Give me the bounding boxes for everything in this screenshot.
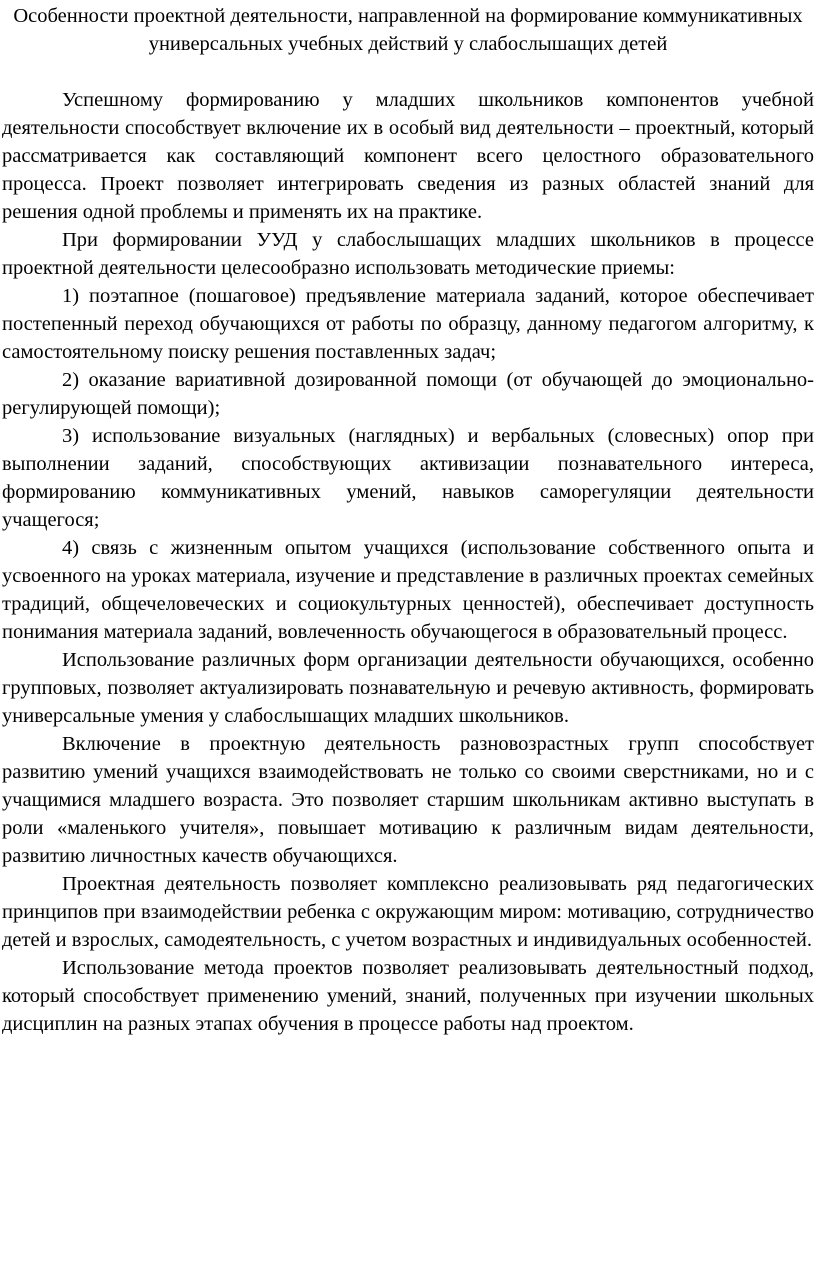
paragraph-methods-intro: При формировании УУД у слабослышащих младших школьников в процессе проектной деятельности целесообразно использовать методические приемы: — [2, 229, 814, 279]
list-item-3: 3) использование визуальных (наглядных) и вербальных (словесных) опор при выполнении заданий, способствующих активизации познавательного интереса, формированию коммуникативных умений, навыков саморегуляции деятельности учащегося; — [2, 425, 814, 531]
list-item-1: 1) поэтапное (пошаговое) предъявление материала заданий, которое обеспечивает постепенный переход обучающихся от работы по образцу, данному педагогом алгоритму, к самостоятельному поиску решения поставленных задач; — [2, 285, 814, 363]
blank-line — [2, 58, 814, 86]
document-title: Особенности проектной деятельности, направленной на формирование коммуникативных универсальных учебных действий у слабослышащих детей — [13, 5, 803, 55]
list-item-2: 2) оказание вариативной дозированной помощи (от обучающей до эмоционально-регулирующей помощи); — [2, 369, 814, 419]
paragraph-intro: Успешному формированию у младших школьников компонентов учебной деятельности способствует включение их в особый вид деятельности – проектный, который рассматривается как составляющий компонент всего целостного образовательного процесса. Проект позволяет интегрировать сведения из разных областей знаний для решения одной проблемы и применять их на практике. — [2, 89, 814, 223]
paragraph-mixed-age-groups: Включение в проектную деятельность разновозрастных групп способствует развитию умений учащихся взаимодействовать не только со своими сверстниками, но и с учащимися младшего возраста. Это позволяет старшим школьникам активно выступать в роли «маленького учителя», повышает мотивацию к различным видам деятельности, развитию личностных качеств обучающихся. — [2, 733, 814, 867]
paragraph-principles: Проектная деятельность позволяет комплексно реализовывать ряд педагогических принципов при взаимодействии ребенка с окружающим миром: мотивацию, сотрудничество детей и взрослых, самодеятельность, с учетом возрастных и индивидуальных особенностей. — [2, 873, 814, 951]
paragraph-group-forms: Использование различных форм организации деятельности обучающихся, особенно групповых, позволяет актуализировать познавательную и речевую активность, формировать универсальные умения у слабослышащих младших школьников. — [2, 649, 814, 727]
paragraph-project-method: Использование метода проектов позволяет реализовывать деятельностный подход, который способствует применению умений, знаний, полученных при изучении школьных дисциплин на разных этапах обучения в процессе работы над проектом. — [2, 957, 814, 1035]
list-item-4: 4) связь с жизненным опытом учащихся (использование собственного опыта и усвоенного на уроках материала, изучение и представление в различных проектах семейных традиций, общечеловеческих и социокультурных ценностей), обеспечивает доступность понимания материала заданий, вовлеченность обучающегося в образовательный процесс. — [2, 537, 814, 643]
